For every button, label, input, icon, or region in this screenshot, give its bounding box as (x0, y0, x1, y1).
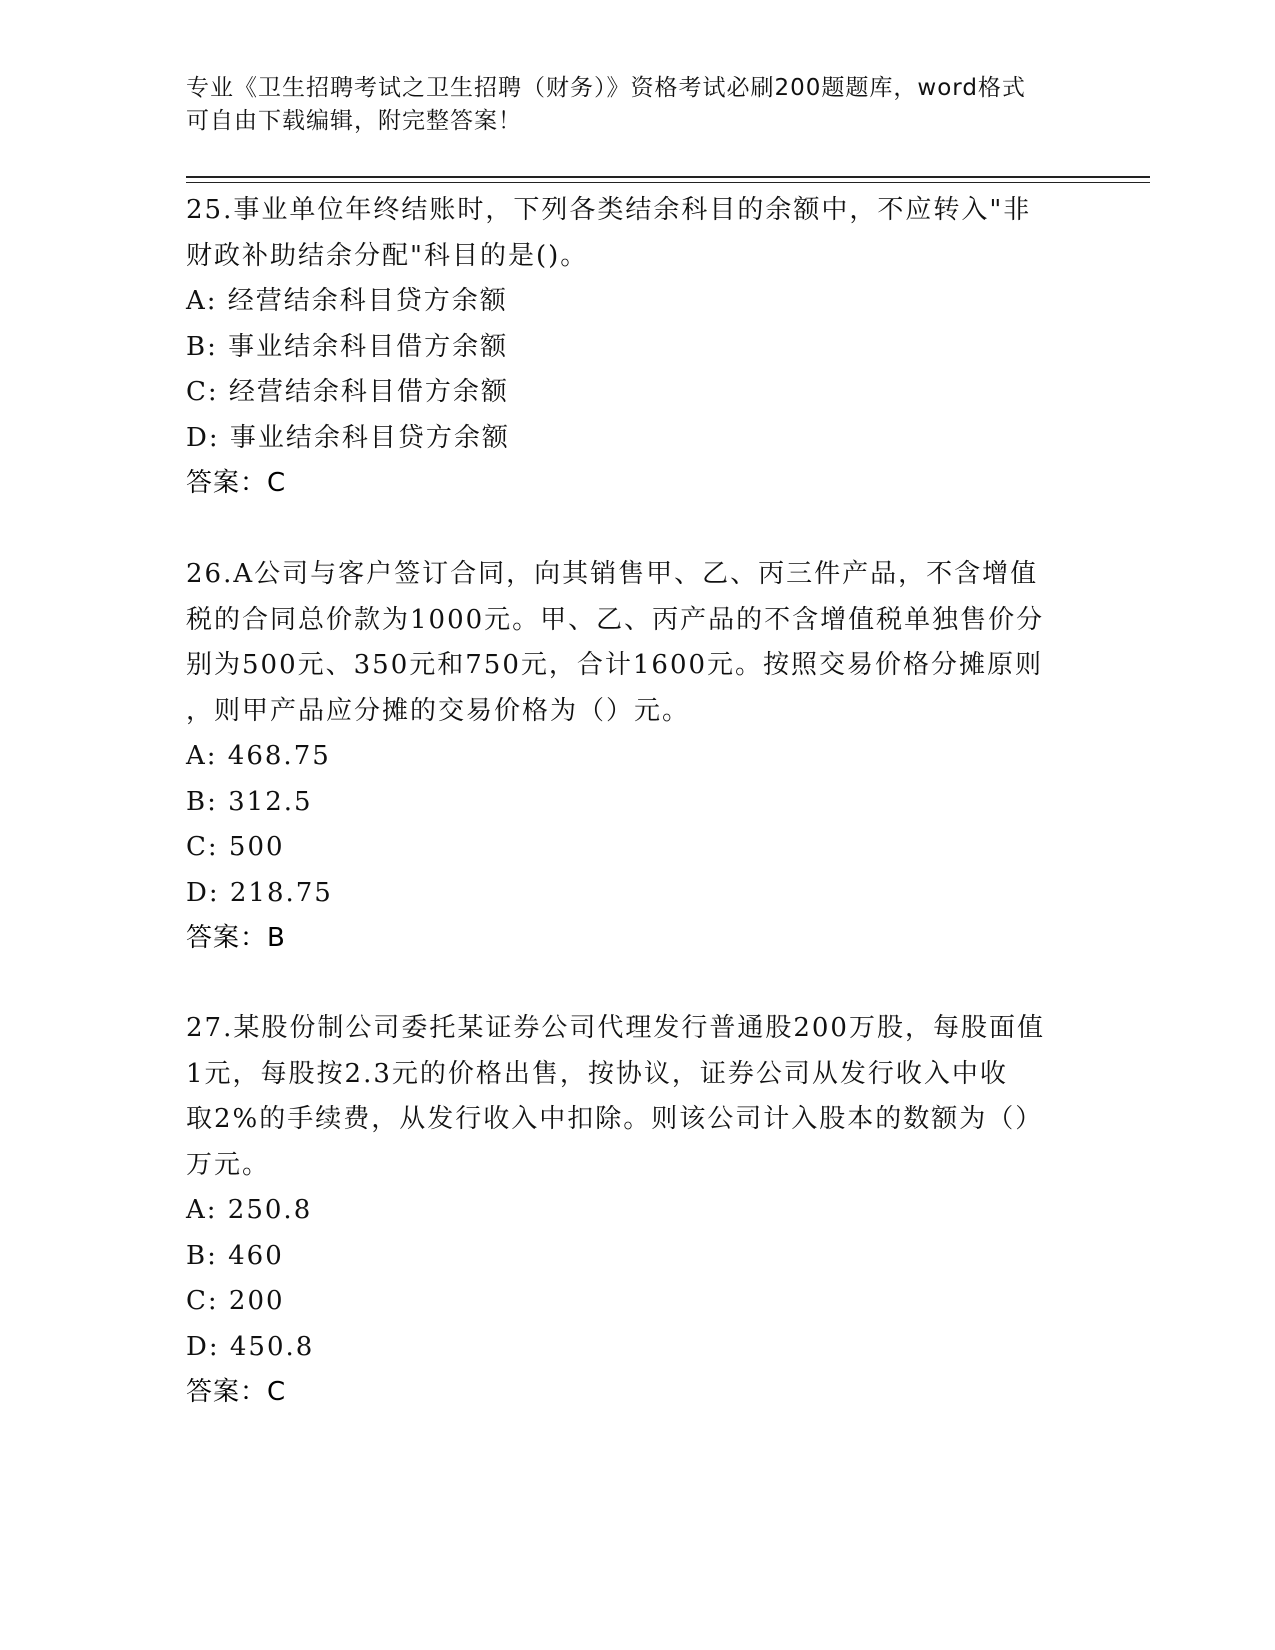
stem-line: 别为500元、350元和750元，合计1600元。按照交易价格分摊原则 (186, 650, 1044, 680)
option-b: B: 312.5 (186, 786, 313, 817)
option-a: A: 经营结余科目贷方余额 (186, 286, 508, 316)
option-d: D: 218.75 (186, 877, 333, 908)
question-27 (186, 1006, 1066, 1416)
answer-line: 答案：C (186, 1377, 287, 1407)
header-line-2: 可自由下载编辑，附完整答案！ (186, 108, 522, 134)
option-a: A: 250.8 (186, 1195, 313, 1225)
header-divider-thick (186, 176, 1150, 178)
stem-line: 25.事业单位年终结账时，下列各类结余科目的余额中，不应转入"非 (186, 195, 1032, 225)
document-header (186, 72, 1086, 138)
stem-line: 26.A公司与客户签订合同，向其销售甲、乙、丙三件产品，不含增值 (186, 559, 1039, 589)
stem-line: 财政补助结余分配"科目的是()。 (186, 240, 589, 271)
option-b: B: 460 (186, 1240, 284, 1271)
question-stem (186, 188, 1066, 279)
stem-line: 税的合同总价款为1000元。甲、乙、丙产品的不含增值税单独售价分 (186, 604, 1045, 635)
question-26 (186, 552, 1066, 962)
stem-line: ，则甲产品应分摊的交易价格为（）元。 (186, 695, 691, 726)
option-d: D: 事业结余科目贷方余额 (186, 422, 510, 453)
option-c: C: 200 (186, 1286, 285, 1316)
option-d: D: 450.8 (186, 1331, 315, 1362)
stem-line: 27.某股份制公司委托某证券公司代理发行普通股200万股，每股面值 (186, 1013, 1045, 1043)
stem-line: 1元，每股按2.3元的价格出售，按协议，证券公司从发行收入中收 (186, 1058, 1008, 1089)
header-divider-thin (186, 182, 1150, 183)
stem-line: 万元。 (186, 1149, 271, 1180)
stem-line: 取2%的手续费，从发行收入中扣除。则该公司计入股本的数额为（） (186, 1104, 1044, 1134)
header-line-1: 专业《卫生招聘考试之卫生招聘（财务）》资格考试必刷200题题库，word格式 (186, 75, 1026, 101)
answer-line: 答案：C (186, 468, 287, 498)
question-stem (186, 1006, 1066, 1188)
answer-line: 答案：B (186, 923, 286, 953)
option-c: C: 500 (186, 832, 285, 862)
option-b: B: 事业结余科目借方余额 (186, 331, 509, 362)
option-a: A: 468.75 (186, 741, 331, 771)
question-25 (186, 188, 1066, 507)
option-c: C: 经营结余科目借方余额 (186, 377, 509, 407)
question-stem (186, 552, 1066, 734)
